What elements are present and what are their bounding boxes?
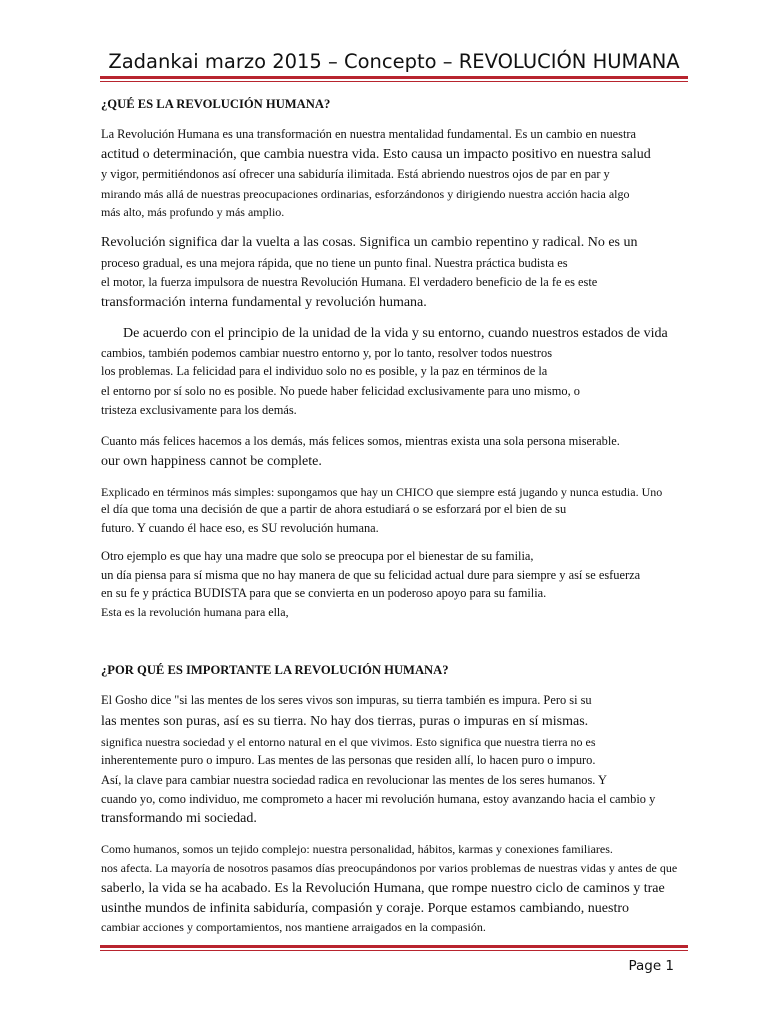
header-divider-thin	[100, 81, 688, 82]
paragraph-line: más alto, más profundo y más amplio.	[101, 205, 285, 219]
paragraph-line: La Revolución Humana es una transformación en nuestra mentalidad fundamental. Es un cambio en nuestra	[101, 127, 637, 141]
paragraph-line: Esta es la revolución humana para ella,	[101, 605, 289, 619]
paragraph-line: significa nuestra sociedad y el entorno natural en el que vivimos. Esto significa que nuestra tierra no es	[101, 735, 596, 749]
paragraph-line: en su fe y práctica BUDISTA para que se convierta en un poderoso apoyo para su familia.	[101, 586, 547, 600]
paragraph-line: inherentemente puro o impuro. Las mentes de las personas que residen allí, lo hacen puro o impuro.	[101, 753, 596, 767]
page-number: Page 1	[628, 958, 674, 974]
footer-divider-thin	[100, 950, 688, 951]
paragraph-line: actitud o determinación, que cambia nuestra vida. Esto causa un impacto positivo en nuestra salud	[101, 147, 651, 162]
paragraph-line: transformación interna fundamental y revolución humana.	[101, 295, 427, 310]
page-header-title: Zadankai marzo 2015 – Concepto – REVOLUCIÓN HUMANA	[108, 50, 680, 73]
paragraph-line: futuro. Y cuando él hace eso, es SU revolución humana.	[101, 521, 379, 535]
paragraph-line: proceso gradual, es una mejora rápida, que no tiene un punto final. Nuestra práctica budista es	[101, 256, 568, 270]
paragraph-line: y vigor, permitiéndonos así ofrecer una sabiduría ilimitada. Está abriendo nuestros ojos de par en par y	[101, 167, 610, 181]
paragraph-line: un día piensa para sí misma que no hay manera de que su felicidad actual dure para siempre y así se esfuerza	[101, 568, 641, 582]
paragraph-line: las mentes son puras, así es su tierra. No hay dos tierras, puras o impuras en sí mismas.	[101, 714, 589, 729]
header-divider-thick	[100, 76, 688, 79]
paragraph-line: Revolución significa dar la vuelta a las cosas. Significa un cambio repentino y radical. No es un	[101, 235, 638, 250]
paragraph-line: our own happiness cannot be complete.	[101, 454, 322, 469]
paragraph-line: transformando mi sociedad.	[101, 811, 257, 826]
paragraph-line: saberlo, la vida se ha acabado. Es la Revolución Humana, que rompe nuestro ciclo de caminos y trae	[101, 881, 665, 896]
paragraph-line: Cuanto más felices hacemos a los demás, más felices somos, mientras exista una sola persona miserable.	[101, 434, 620, 448]
paragraph-line: Como humanos, somos un tejido complejo: nuestra personalidad, hábitos, karmas y conexiones familiares.	[101, 842, 613, 856]
paragraph-line: mirando más allá de nuestras preocupaciones ordinarias, esforzándonos y dirigiendo nuestra acción hacia algo	[101, 187, 630, 201]
paragraph-line: el entorno por sí solo no es posible. No puede haber felicidad exclusivamente para uno mismo, o	[101, 384, 580, 398]
paragraph-line: De acuerdo con el principio de la unidad de la vida y su entorno, cuando nuestros estados de vida	[123, 326, 668, 341]
paragraph-line: usinthe mundos de infinita sabiduría, compasión y coraje. Porque estamos cambiando, nuestro	[101, 901, 629, 916]
paragraph-line: tristeza exclusivamente para los demás.	[101, 403, 297, 417]
paragraph-line: el día que toma una decisión de que a partir de ahora estudiará o se esforzará por el bien de su	[101, 502, 567, 516]
paragraph-line: cambios, también podemos cambiar nuestro entorno y, por lo tanto, resolver todos nuestros	[101, 346, 553, 360]
paragraph-line: nos afecta. La mayoría de nosotros pasamos días preocupándonos por varios problemas de nuestras vidas y antes de que	[101, 861, 678, 875]
footer-divider-thick	[100, 945, 688, 948]
paragraph-line: Así, la clave para cambiar nuestra sociedad radica en revolucionar las mentes de los seres humanos. Y	[101, 773, 607, 787]
paragraph-line: cuando yo, como individuo, me comprometo a hacer mi revolución humana, estoy avanzando hacia el cambio y	[101, 792, 656, 806]
paragraph-line: Otro ejemplo es que hay una madre que solo se preocupa por el bienestar de su familia,	[101, 549, 534, 563]
section-heading-what-is: ¿QUÉ ES LA REVOLUCIÓN HUMANA?	[101, 97, 331, 111]
section-heading-why-important: ¿POR QUÉ ES IMPORTANTE LA REVOLUCIÓN HUMANA?	[101, 663, 449, 677]
paragraph-line: el motor, la fuerza impulsora de nuestra Revolución Humana. El verdadero beneficio de la fe es este	[101, 275, 598, 289]
paragraph-line: El Gosho dice "si las mentes de los seres vivos son impuras, su tierra también es impura. Pero si su	[101, 693, 592, 707]
paragraph-line: cambiar acciones y comportamientos, nos mantiene arraigados en la compasión.	[101, 920, 486, 934]
paragraph-line: Explicado en términos más simples: supongamos que hay un CHICO que siempre está jugando y nunca estudia. Uno	[101, 485, 663, 499]
paragraph-line: los problemas. La felicidad para el individuo solo no es posible, y la paz en términos de la	[101, 364, 548, 378]
